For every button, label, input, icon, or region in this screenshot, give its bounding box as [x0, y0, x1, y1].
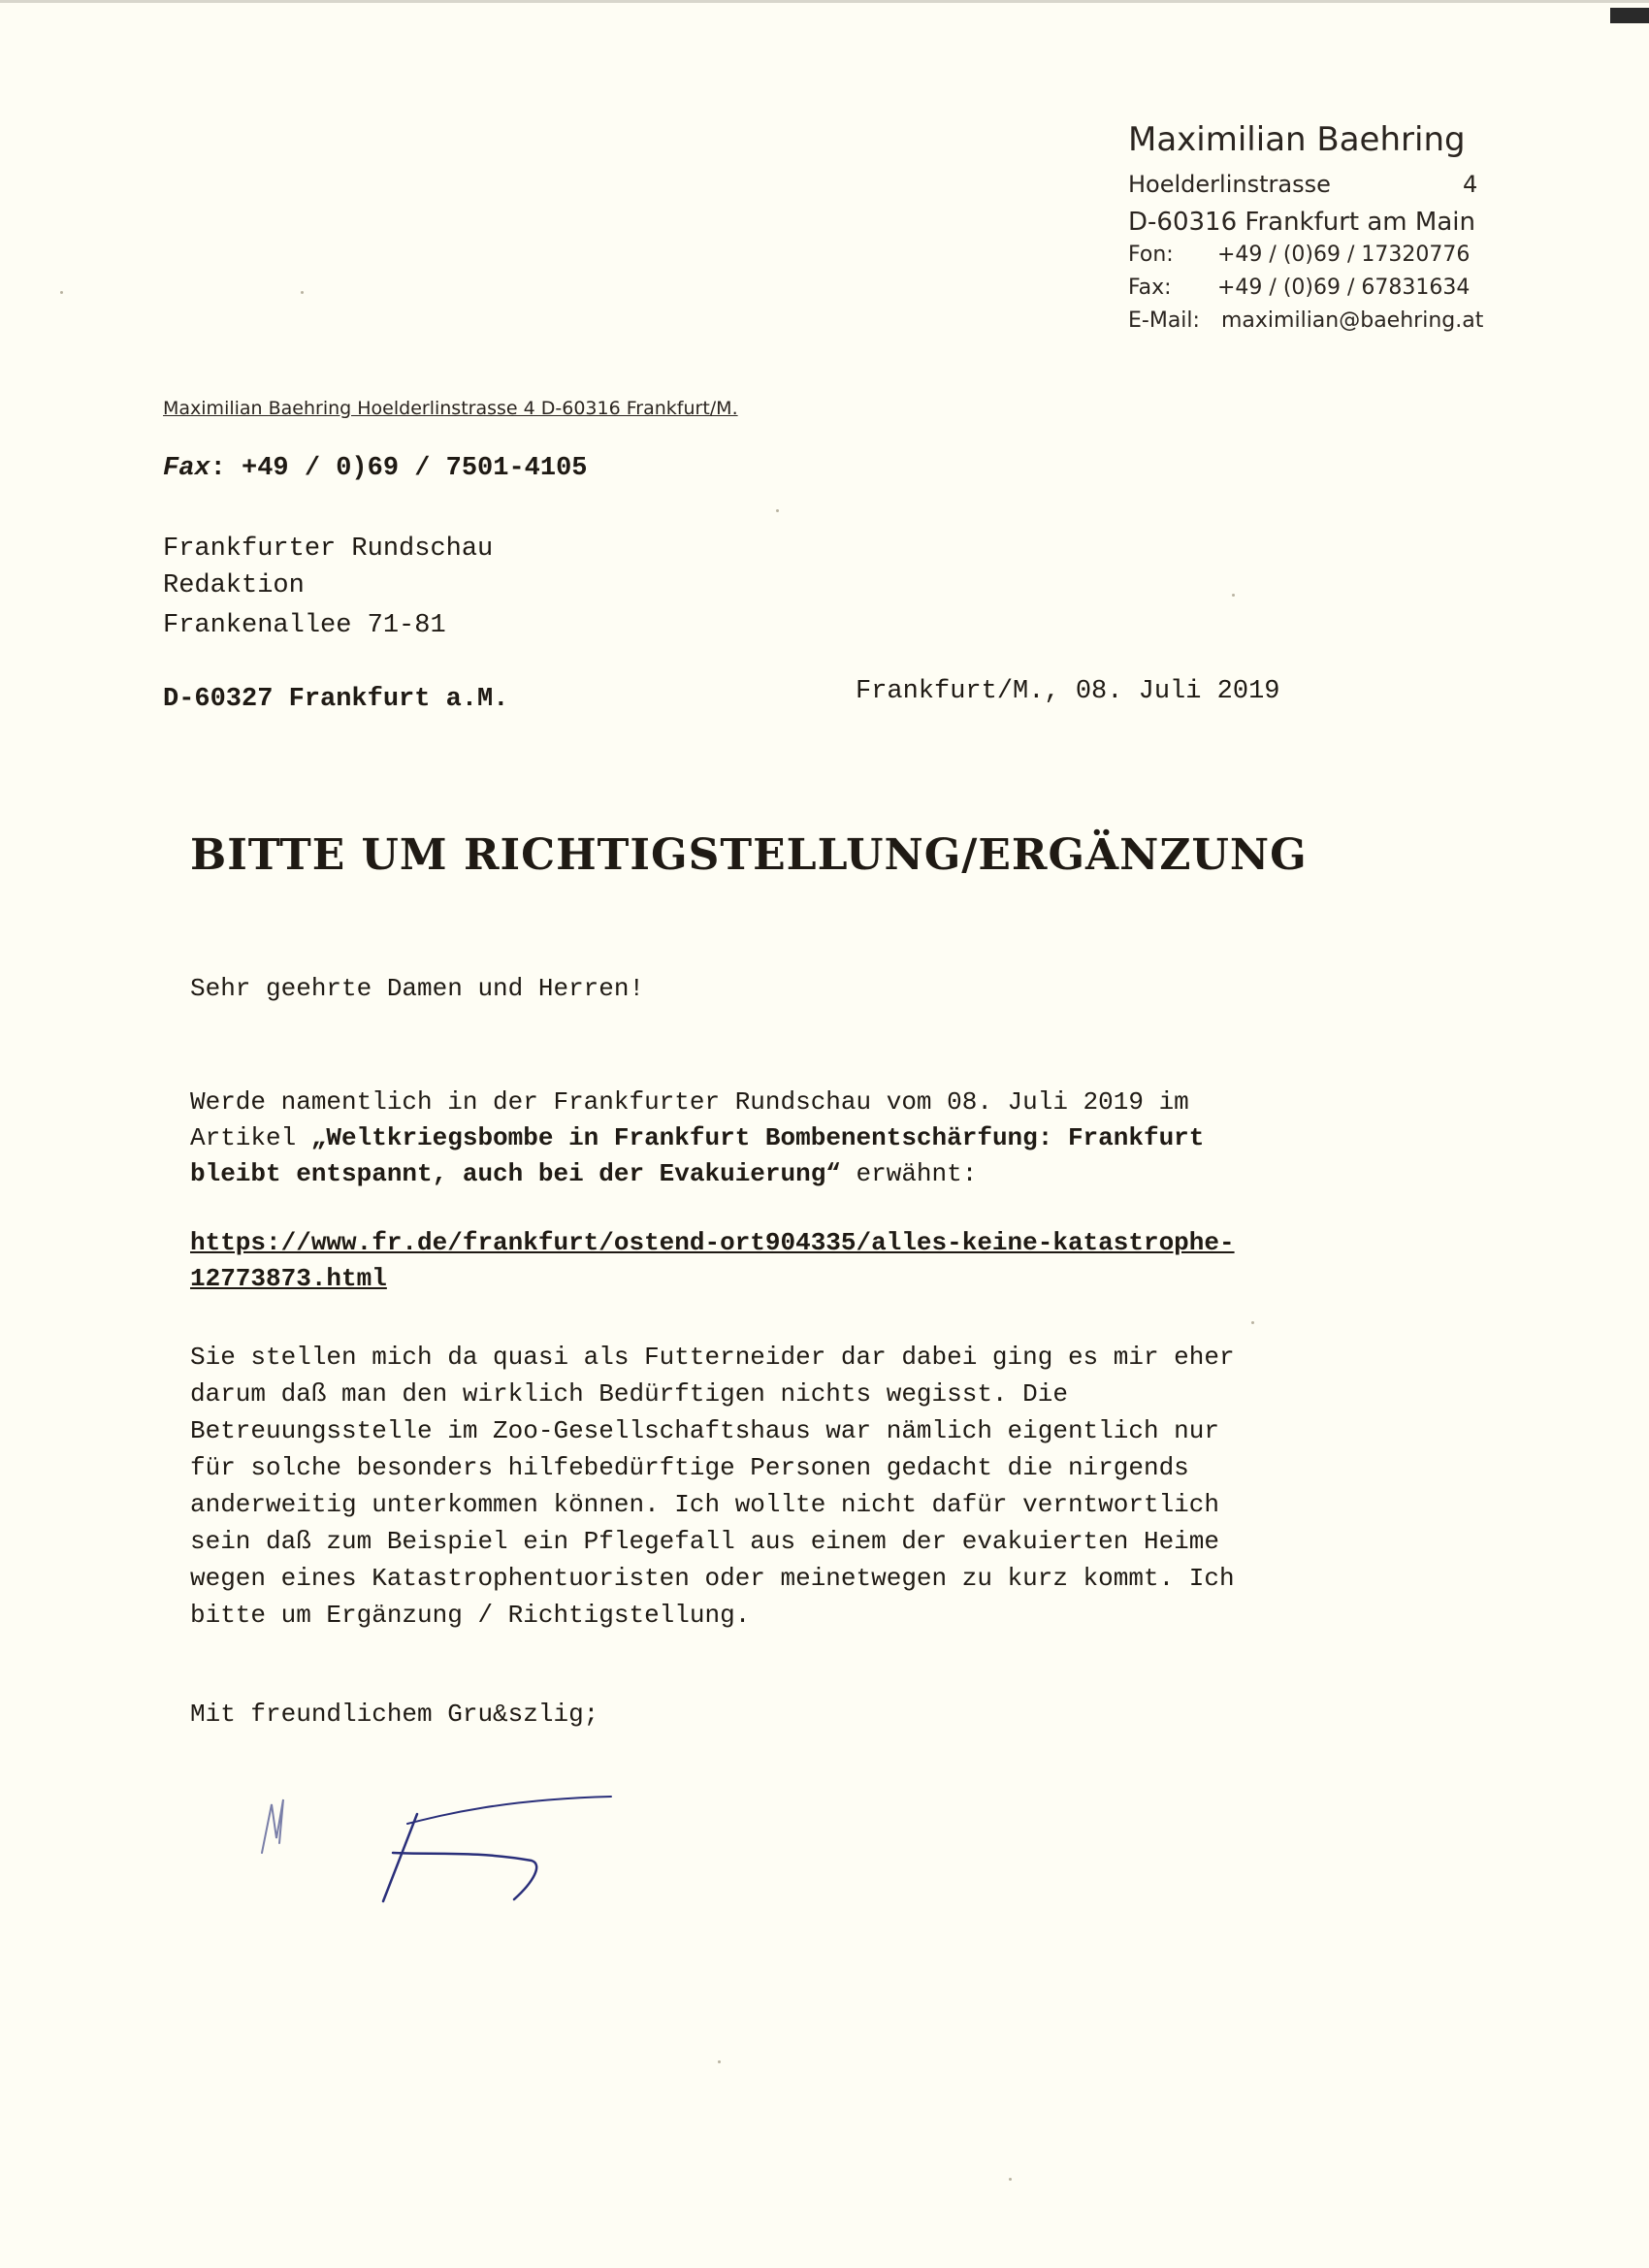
paragraph-line: Betreuungsstelle im Zoo-Gesellschaftshaus war nämlich eigentlich nur [190, 1416, 1219, 1445]
letter-subject: BITTE UM RICHTIGSTELLUNG/ERGÄNZUNG [190, 830, 1308, 880]
salutation: Sehr geehrte Damen und Herren! [190, 974, 645, 1003]
article-link-line[interactable]: https://www.fr.de/frankfurt/ostend-ort904335/alles-keine-katastrophe- [190, 1228, 1235, 1257]
paragraph-line: darum daß man den wirklich Bedürftigen nichts wegisst. Die [190, 1379, 1068, 1409]
letterhead-name: Maximilian Baehring [1128, 120, 1466, 159]
paragraph-line: Sie stellen mich da quasi als Futterneider dar dabei ging es mir eher [190, 1343, 1235, 1372]
paragraph-line: wegen eines Katastrophentuoristen oder meinetwegen zu kurz kommt. Ich [190, 1564, 1235, 1593]
paragraph-main [190, 1339, 1235, 1634]
recipient-street: Frankenallee 71-81 [163, 611, 446, 640]
letterhead-email [1128, 308, 1483, 333]
scan-speck [301, 291, 304, 294]
scan-speck [1251, 1321, 1254, 1324]
paragraph-intro-line [190, 1120, 1204, 1156]
email-address: maximilian@baehring.at [1221, 308, 1484, 333]
sender-return-line: Maximilian Baehring Hoelderlinstrasse 4 D-60316 Frankfurt/M. [163, 398, 738, 419]
scan-speck [60, 291, 63, 294]
article-link[interactable] [190, 1225, 1235, 1297]
paragraph-line: für solche besonders hilfebedürftige Personen gedacht die nirgends [190, 1453, 1189, 1482]
recipient-name: Frankfurter Rundschau [163, 535, 494, 564]
phone-number: +49 / (0)69 / 17320776 [1217, 243, 1471, 267]
email-label: E-Mail: [1128, 308, 1200, 333]
recipient-fax-number: : +49 / 0)69 / 7501-4105 [210, 454, 588, 483]
paragraph-intro [190, 1085, 1204, 1192]
fax-label: Fax: [1128, 275, 1172, 300]
paragraph-line: bitte um Ergänzung / Richtigstellung. [190, 1601, 751, 1630]
letterhead-fax [1128, 275, 1470, 300]
letterhead-house-number: 4 [1463, 171, 1478, 198]
scan-speck [718, 2060, 721, 2063]
paragraph-line: anderweitig unterkommen können. Ich wollte nicht dafür verntwortlich [190, 1490, 1219, 1519]
article-title-cont: bleibt entspannt, auch bei der Evakuierung“ [190, 1159, 841, 1188]
article-title: „Weltkriegsbombe in Frankfurt Bombenentschärfung: Frankfurt [310, 1123, 1205, 1152]
letter-date: Frankfurt/M., 08. Juli 2019 [856, 677, 1280, 706]
paragraph-line: sein daß zum Beispiel ein Pflegefall aus einem der evakuierten Heime [190, 1527, 1219, 1556]
article-prefix: Artikel [190, 1123, 311, 1152]
scan-edge [0, 0, 1649, 3]
scan-speck [1009, 2178, 1012, 2181]
letterhead-street: Hoelderlinstrasse [1128, 171, 1331, 198]
closing: Mit freundlichem Gru&szlig; [190, 1700, 599, 1729]
handwritten-signature [223, 1785, 630, 1979]
article-suffix: erwähnt: [840, 1159, 978, 1188]
recipient-fax-label: Fax [163, 454, 210, 483]
fax-number: +49 / (0)69 / 67831634 [1217, 275, 1471, 300]
recipient-fax [163, 454, 587, 483]
scan-speck [1232, 594, 1235, 597]
paragraph-intro-line [190, 1156, 1204, 1192]
recipient-department: Redaktion [163, 571, 305, 600]
scan-corner-mark [1610, 8, 1649, 23]
phone-label: Fon: [1128, 243, 1174, 267]
paragraph-intro-line: Werde namentlich in der Frankfurter Rundschau vom 08. Juli 2019 im [190, 1087, 1189, 1117]
article-link-line[interactable]: 12773873.html [190, 1264, 387, 1293]
scan-speck [776, 509, 779, 512]
recipient-city: D-60327 Frankfurt a.M. [163, 685, 509, 714]
letterhead-phone [1128, 243, 1470, 267]
letterhead-city: D-60316 Frankfurt am Main [1128, 208, 1475, 237]
